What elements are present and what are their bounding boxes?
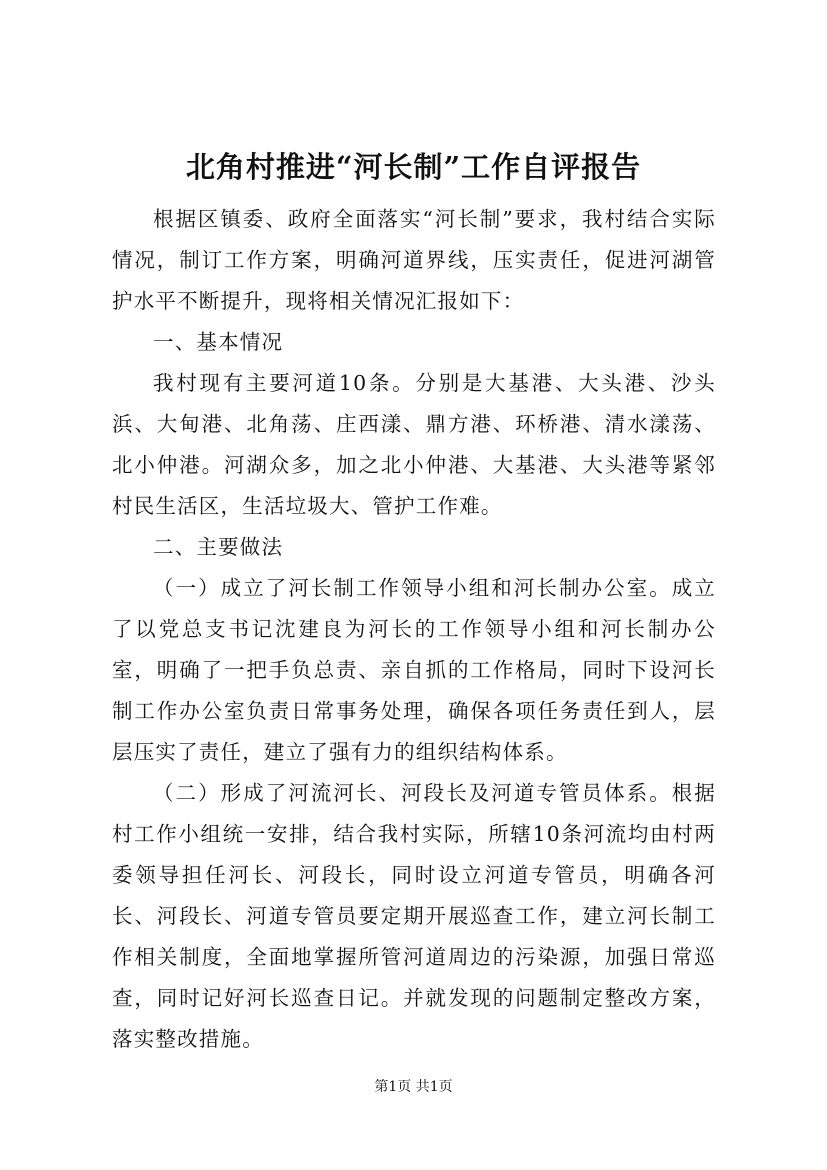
page-footer: 第1页 共1页 bbox=[374, 1079, 453, 1095]
intro-paragraph: 根据区镇委、政府全面落实“河长制”要求，我村结合实际情况，制订工作方案，明确河道界线，压实责任，促进河湖管护水平不断提升，现将相关情况汇报如下： bbox=[112, 207, 716, 313]
document-body bbox=[112, 199, 716, 1060]
practice-paragraph-1: （一）成立了河长制工作领导小组和河长制办公室。成立了以党总支书记沈建良为河长的工作领导小组和河长制办公室，明确了一把手负总责、亲自抓的工作格局，同时下设河长制工作办公室负责日常事务处理，确保各项任务责任到人，层层压实了责任，建立了强有力的组织结构体系。 bbox=[112, 576, 716, 764]
basic-situation-paragraph: 我村现有主要河道10条。分别是大基港、大头港、沙头浜、大甸港、北角荡、庄西漾、鼎方港、环桥港、清水漾荡、北小仲港。河湖众多，加之北小仲港、大基港、大头港等紧邻村民生活区，生活垃圾大、管护工作难。 bbox=[112, 371, 716, 518]
document-title: 北角村推进“河长制”工作自评报告 bbox=[185, 150, 642, 184]
section-heading-main-practices: 二、主要做法 bbox=[153, 535, 284, 559]
section-heading-basic-situation: 一、基本情况 bbox=[153, 330, 284, 354]
practice-paragraph-2: （二）形成了河流河长、河段长及河道专管员体系。根据村工作小组统一安排，结合我村实际，所辖10条河流均由村两委领导担任河长、河段长，同时设立河道专管员，明确各河长、河段长、河道专管员要定期开展巡查工作，建立河长制工作相关制度，全面地掌握所管河道周边的污染源，加强日常巡查，同时记好河长巡查日记。并就发现的问题制定整改方案，落实整改措施。 bbox=[112, 781, 716, 1051]
